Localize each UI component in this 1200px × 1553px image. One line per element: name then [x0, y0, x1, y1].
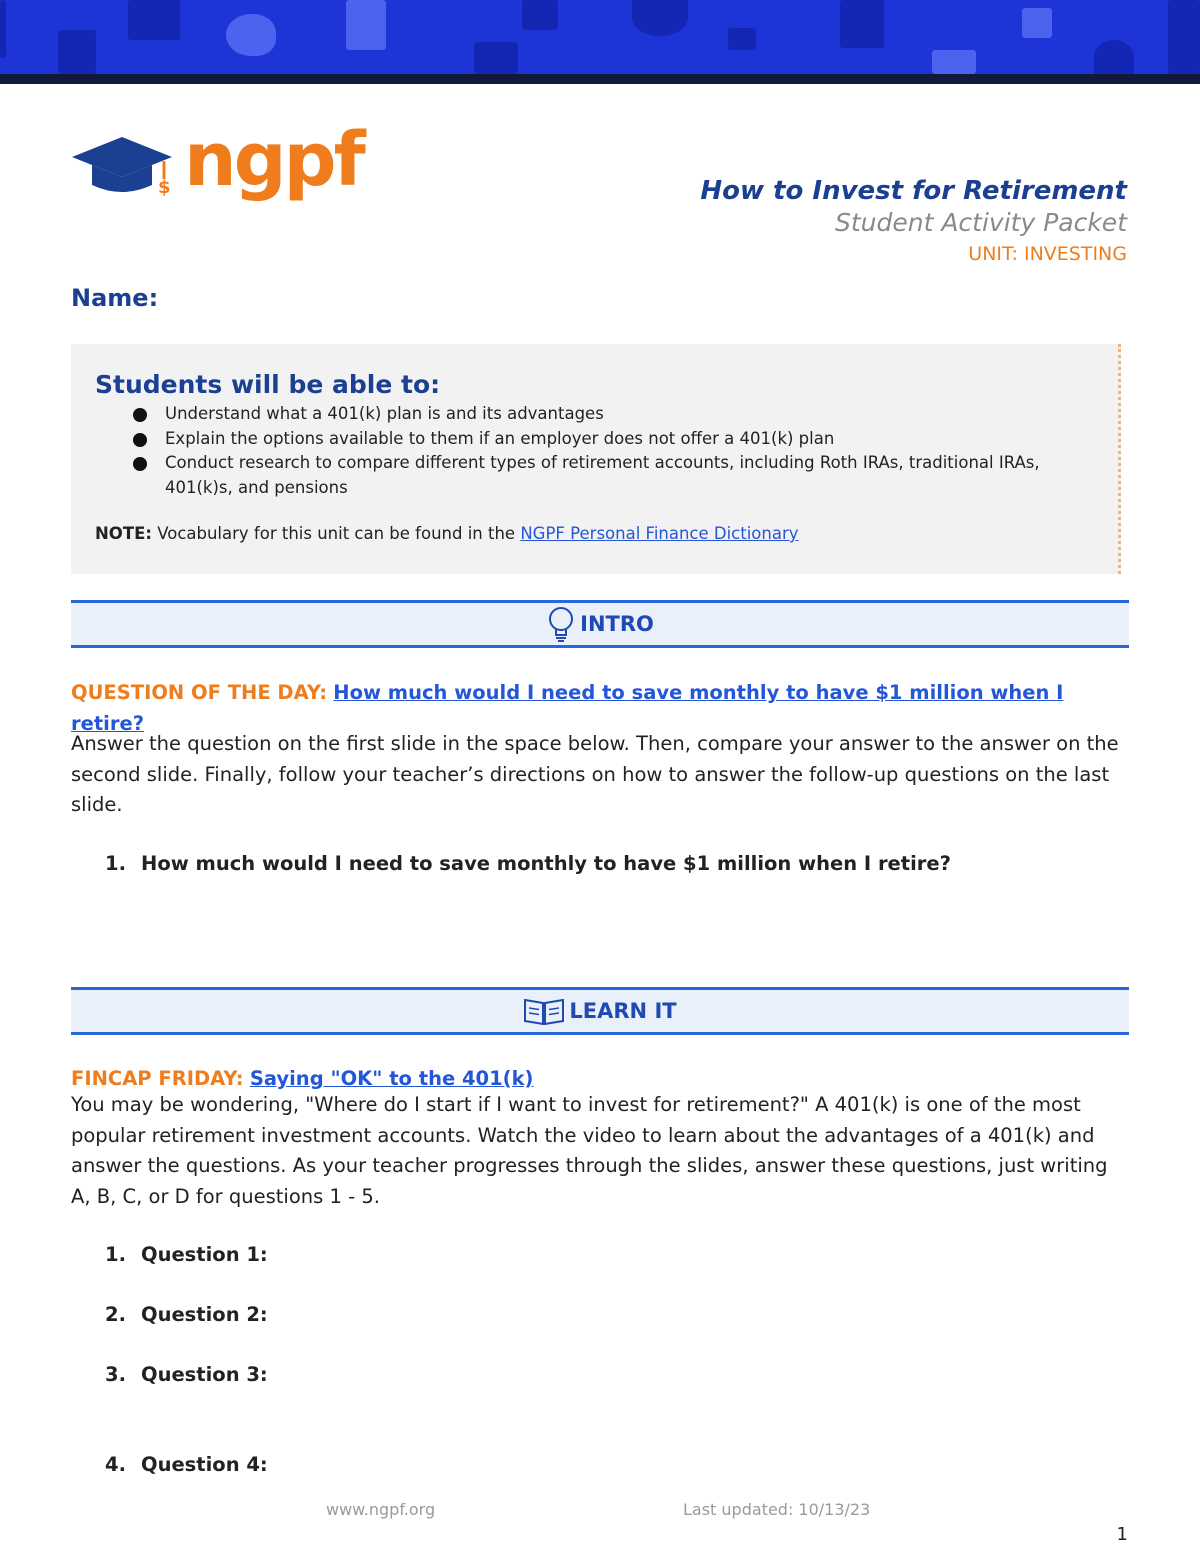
banner-rule: [0, 74, 1200, 84]
open-book-icon: [523, 996, 565, 1026]
learn-instructions: You may be wondering, "Where do I start if I want to invest for retirement?" A 401(k) is one of the most popular retirement investment accounts. Watch the video to learn about the advantages of a 401(k) and answer the questions. As your teacher progresses through the slides, answer these questions, just writing A, B, C, or D for questions 1 - 5.: [71, 1093, 1108, 1208]
graduation-cap-icon: [72, 135, 182, 199]
bullet-icon: [133, 457, 147, 471]
lightbulb-icon: [546, 605, 576, 643]
vocabulary-note: [95, 524, 799, 543]
calculator-icon: [1022, 8, 1052, 38]
section-title: INTRO: [580, 612, 654, 636]
bullet-icon: [133, 408, 147, 422]
question-label: Question 1:: [141, 1243, 268, 1266]
footer-updated: Last updated: 10/13/23: [683, 1500, 871, 1519]
video-link[interactable]: Saying "OK" to the 401(k): [249, 1067, 534, 1090]
ngpf-logo: [72, 117, 363, 203]
piggy-bank-icon: [1094, 40, 1134, 74]
unit-label: UNIT: INVESTING: [968, 243, 1127, 265]
list-item: Explain the options available to them if an employer does not offer a 401(k) plan: [95, 427, 1095, 452]
folder-icon: [474, 42, 518, 74]
qotd-label: QUESTION OF THE DAY:: [71, 681, 328, 704]
calculator-icon: [522, 0, 558, 30]
question-label: Question 4:: [141, 1453, 268, 1476]
footer-website: www.ngpf.org: [326, 1500, 436, 1519]
intro-question: [105, 852, 951, 875]
question-2: 2. Question 2:: [105, 1303, 268, 1326]
piggy-bank-icon: [226, 14, 276, 56]
section-title: LEARN IT: [569, 999, 677, 1023]
name-label: Name:: [71, 284, 159, 312]
document-icon: [346, 0, 386, 50]
header-banner: [0, 0, 1200, 74]
note-label: NOTE:: [95, 524, 152, 543]
folder-icon: [128, 0, 180, 40]
banner-decoration: [1168, 0, 1200, 74]
document-title: How to Invest for Retirement: [700, 176, 1127, 206]
folder-icon: [728, 28, 756, 50]
question-label: Question 2:: [141, 1303, 268, 1326]
question-4: 4. Question 4:: [105, 1453, 268, 1476]
calculator-icon: [840, 0, 884, 48]
banner-decoration: [0, 0, 6, 58]
document-icon: [58, 30, 96, 74]
title-block: [700, 175, 1127, 269]
list-item: Understand what a 401(k) plan is and its advantages: [95, 402, 1095, 427]
dictionary-link[interactable]: NGPF Personal Finance Dictionary: [520, 524, 799, 543]
objectives-heading: Students will be able to:: [95, 370, 441, 399]
intro-section-bar: [71, 600, 1129, 648]
qotd-link[interactable]: How much would I need to save monthly to have $1 million when I retire?: [71, 681, 1064, 735]
page-number: 1: [1116, 1524, 1128, 1545]
objectives-list: [95, 402, 1095, 500]
bullet-icon: [133, 433, 147, 447]
list-item: Conduct research to compare different types of retirement accounts, including Roth IRAs, traditional IRAs, 401(k)s, and pensions: [95, 451, 1095, 500]
question-number: 1.: [105, 852, 126, 875]
svg-text:$: $: [158, 177, 171, 198]
objectives-box: [71, 344, 1121, 574]
document-subtitle: Student Activity Packet: [834, 208, 1127, 237]
question-label: Question 3:: [141, 1363, 268, 1386]
folder-icon: [932, 50, 976, 74]
note-text: Vocabulary for this unit can be found in the: [151, 524, 521, 543]
piggy-bank-icon: [632, 0, 688, 36]
question-text: How much would I need to save monthly to have $1 million when I retire?: [141, 852, 951, 875]
question-1: 1. Question 1:: [105, 1243, 268, 1266]
intro-instructions: Answer the question on the first slide in the space below. Then, compare your answer to the answer on the second slide. Finally, follow your teacher’s directions on how to answer the follow-up questions on the last slide.: [71, 732, 1119, 816]
question-3: 3. Question 3:: [105, 1363, 268, 1386]
logo-wordmark: ngpf: [184, 117, 363, 203]
learn-it-section-bar: [71, 987, 1129, 1035]
fincap-label: FINCAP FRIDAY:: [71, 1067, 244, 1090]
